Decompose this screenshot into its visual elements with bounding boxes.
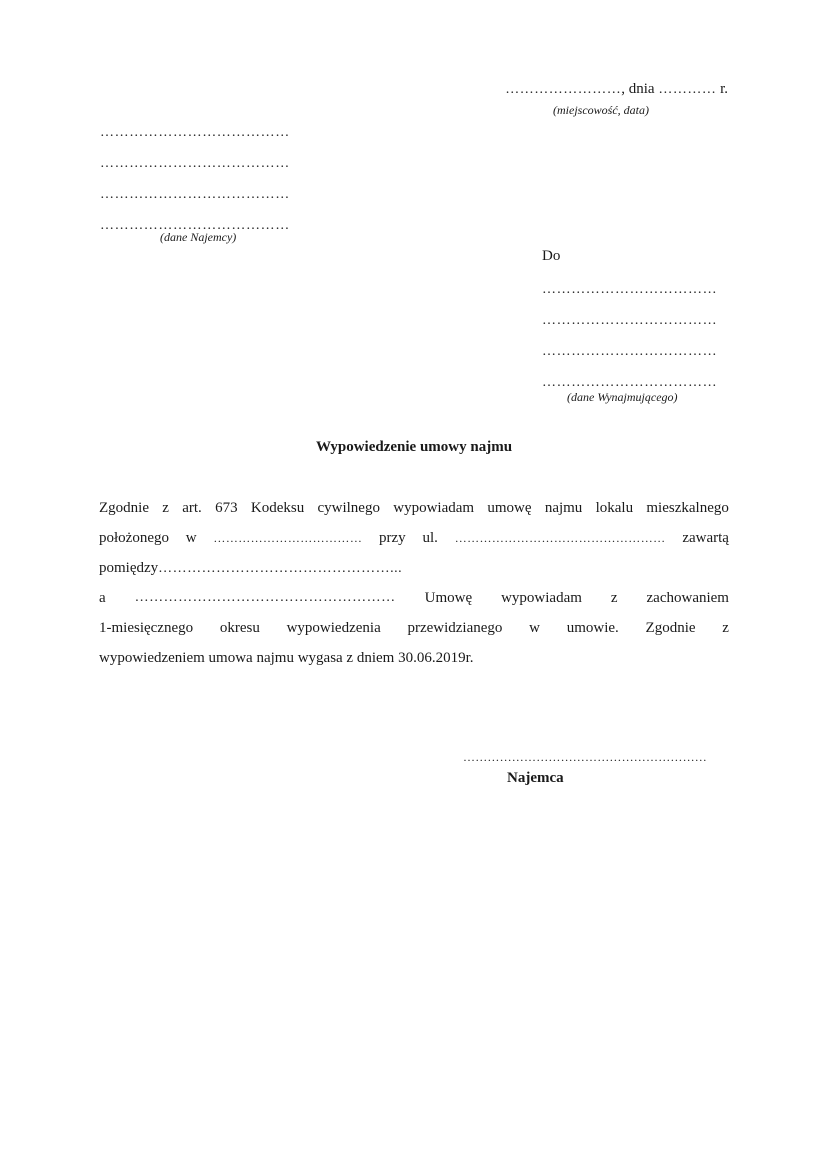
tenant-caption: (dane Najemcy) xyxy=(160,230,237,244)
body-word: z xyxy=(162,500,169,516)
landlord-line-2: ……………………………… xyxy=(542,313,718,328)
body-word: 1-miesięcznego xyxy=(99,620,194,636)
street-fill-dots: …………………………………………… xyxy=(454,531,666,545)
signature-line: …………………………………………………… xyxy=(463,750,707,764)
body-line-5 xyxy=(99,613,729,643)
body-word: Kodeksu xyxy=(250,500,305,516)
body-word: umowie. xyxy=(566,620,619,636)
to-label: Do xyxy=(542,248,561,264)
tenant-line-1: ………………………………… xyxy=(100,125,290,140)
body-word: pomiędzy xyxy=(99,560,159,576)
body-word: z xyxy=(722,620,729,636)
landlord-caption: (dane Wynajmującego) xyxy=(567,390,678,404)
body-word: przewidzianego xyxy=(407,620,503,636)
body-word: zachowaniem xyxy=(646,590,729,606)
place-date-caption: (miejscowość, data) xyxy=(553,103,649,117)
document-title: Wypowiedzenie umowy najmu xyxy=(315,439,513,455)
body-word: Umowę xyxy=(424,590,473,606)
party-fill-dots: …………………………………………... xyxy=(158,561,403,576)
body-word: 673 xyxy=(215,500,238,516)
body-line-4 xyxy=(99,583,729,613)
body-word: w xyxy=(529,620,540,636)
body-line-1 xyxy=(99,493,729,523)
location-fill-dots: ……………………………… xyxy=(213,531,363,545)
body-word: okresu xyxy=(219,620,260,636)
body-word: w xyxy=(185,530,197,546)
body-word: mieszkalnego xyxy=(646,500,729,516)
body-word: umowę xyxy=(487,500,532,516)
date-suffix: r. xyxy=(720,81,728,97)
body-word: art. xyxy=(182,500,202,516)
body-word: najmu xyxy=(544,500,583,516)
landlord-line-3: ……………………………… xyxy=(542,344,718,359)
body-word: wypowiadam xyxy=(393,500,475,516)
tenant-line-3: ………………………………… xyxy=(100,187,290,202)
signature-label: Najemca xyxy=(507,770,564,786)
place-date-line xyxy=(505,81,728,98)
body-word: z xyxy=(610,590,618,606)
body-word: ul. xyxy=(422,530,438,546)
body-word: lokalu xyxy=(595,500,634,516)
body-word: wypowiedzenia xyxy=(286,620,381,636)
body-word: Zgodnie xyxy=(99,500,149,516)
body-word: zawartą xyxy=(682,530,729,546)
party-2-fill-dots: ……………………………………………… xyxy=(134,590,396,605)
place-dots: …………………… xyxy=(505,82,622,97)
body-line-6: wypowiedzeniem umowa najmu wygasa z dniem 30.06.2019r. xyxy=(99,650,474,666)
body-word: cywilnego xyxy=(317,500,380,516)
body-line-3 xyxy=(99,553,729,583)
landlord-data-block xyxy=(542,280,742,404)
body-word: położonego xyxy=(99,530,169,546)
body-word: a xyxy=(99,590,106,606)
tenant-line-4: ………………………………… xyxy=(100,218,290,233)
tenant-line-2: ………………………………… xyxy=(100,156,290,171)
body-word: wypowiadam xyxy=(501,590,582,606)
document-body xyxy=(99,493,729,673)
date-dots: ………… xyxy=(658,82,717,97)
body-word: przy xyxy=(379,530,406,546)
place-date-separator: , dnia xyxy=(621,81,655,97)
landlord-line-1: ……………………………… xyxy=(542,282,718,297)
landlord-line-4: ……………………………… xyxy=(542,375,718,390)
body-line-2 xyxy=(99,523,729,553)
body-word: Zgodnie xyxy=(645,620,696,636)
tenant-data-block xyxy=(100,123,320,247)
